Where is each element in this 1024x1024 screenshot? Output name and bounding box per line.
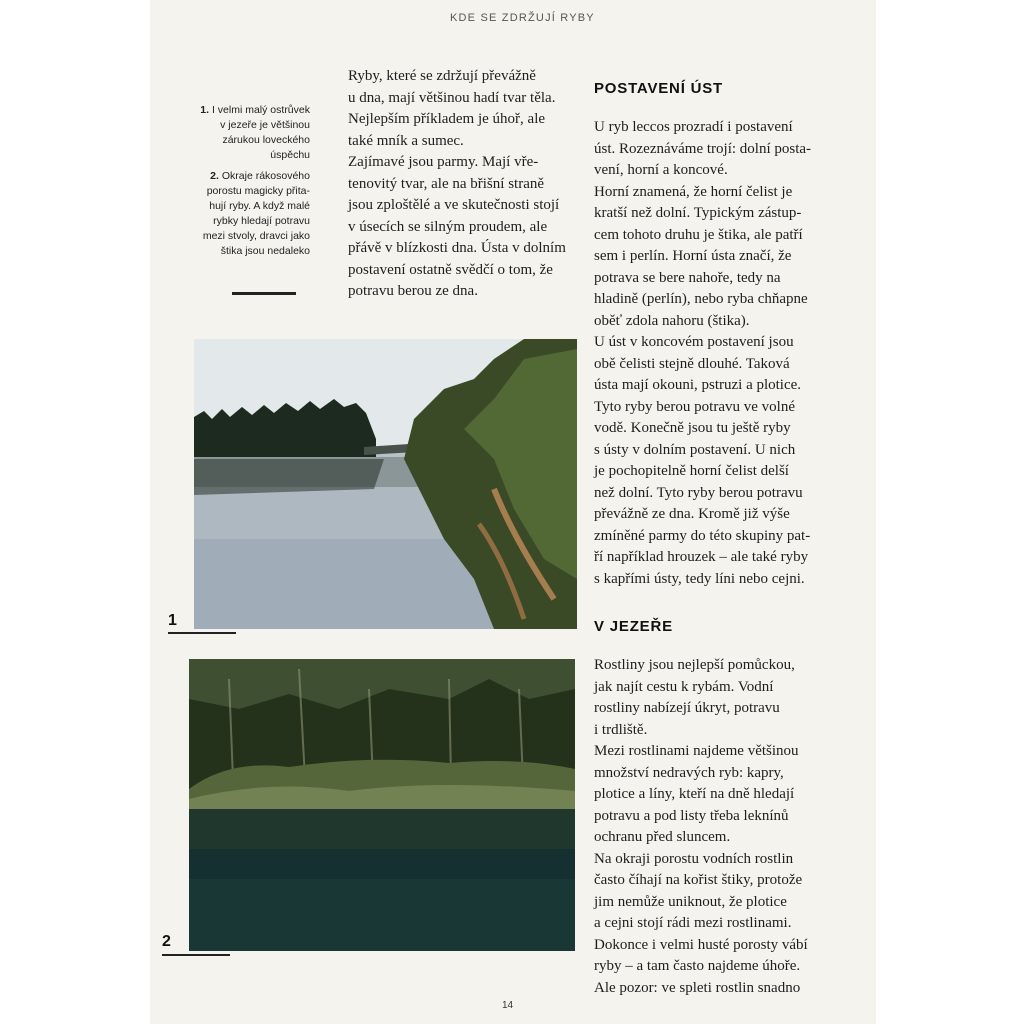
photo-1-number: 1 [168, 612, 177, 629]
intro-paragraph: Ryby, které se zdržují převážně u dna, mají většinou hadí tvar těla. Nejlepším příkladem je úhoř, ale také mník a sumec. Zajímavé jsou parmy. Mají vře- tenovitý tvar, ale na břišní straně jsou zploštělé a ve skutečnosti stojí v úsecích se silným proudem, ale přávě v blízkosti dna. Ústa v dolním postavení ostatně svědčí o tom, že potravu berou ze dna. [348, 68, 566, 299]
caption-2-text: Okraje rákosového porostu magicky přita- hují ryby. A když malé rybky hledají potravu mezi stvoly, dravci jako štika jsou nedaleko [202, 170, 310, 257]
photo-captions [190, 103, 310, 265]
photo-2-number-rule [162, 954, 230, 956]
caption-1 [190, 103, 310, 163]
page-number: 14 [502, 1000, 514, 1011]
caption-1-text: I velmi malý ostrůvek v jezeře je většinou zárukou loveckého úspěchu [211, 104, 310, 161]
caption-1-number: 1. [200, 104, 210, 116]
running-head: KDE SE ZDRŽUJÍ RYBY [450, 12, 595, 24]
section-heading-lake: V JEZEŘE [594, 618, 673, 635]
section-heading-mouth: POSTAVENÍ ÚST [594, 80, 724, 97]
photo-2-number: 2 [162, 933, 171, 950]
reed-bed-photo [189, 659, 575, 951]
right-column [594, 62, 834, 1017]
section-text-mouth: U ryb leccos prozradí i postavení úst. Rozeznáváme trojí: dolní posta- vení, horní a koncové. Horní znamená, že horní čelist je kratší než dolní. Typickým zástup- cem tohoto druhu je štika, ale patří sem i perlín. Horní ústa značí, že potrava se bere nahoře, tedy na hladině (perlín), nebo ryba chňapne oběť zdola nahoru (štika). U úst v koncovém postavení jsou obě čelisti stejně dlouhé. Taková ústa mají okouni, pstruzi a plotice. Tyto ryby berou potravu ve volné vodě. Konečně jsou tu ještě ryby s ústy v dolním postavení. U nich je pochopitelně horní čelist delší než dolní. Tyto ryby berou potravu převážně ze dna. Kromě již výše zmíněné parmy do této skupiny pat- ří například hrouzek – ale také ryby s kapřími ústy, tedy líni nebo cejni. [594, 119, 812, 587]
caption-divider [232, 292, 296, 295]
lake-island-photo [194, 339, 577, 629]
caption-2 [190, 169, 310, 259]
section-text-lake: Rostliny jsou nejlepší pomůckou, jak najít cestu k rybám. Vodní rostliny nabízejí úkryt, potravu i trdliště. Mezi rostlinami najdeme většinou množství nedravých ryb: kapry, plotice a líny, kteří na dně hledají potravu a pod listy třeba leknínů ochranu před sluncem. Na okraji porostu vodních rostlin často číhají na kořist štiky, protože jim nemůže uniknout, že plotice a cejni stojí rádi mezi rostlinami. Dokonce i velmi husté porosty vábí ryby – a tam často najdeme úhoře. Ale pozor: ve spleti rostlin snadno [594, 657, 808, 996]
photo-1-number-rule [168, 632, 236, 634]
book-page [150, 0, 876, 1024]
caption-2-number: 2. [210, 170, 219, 182]
